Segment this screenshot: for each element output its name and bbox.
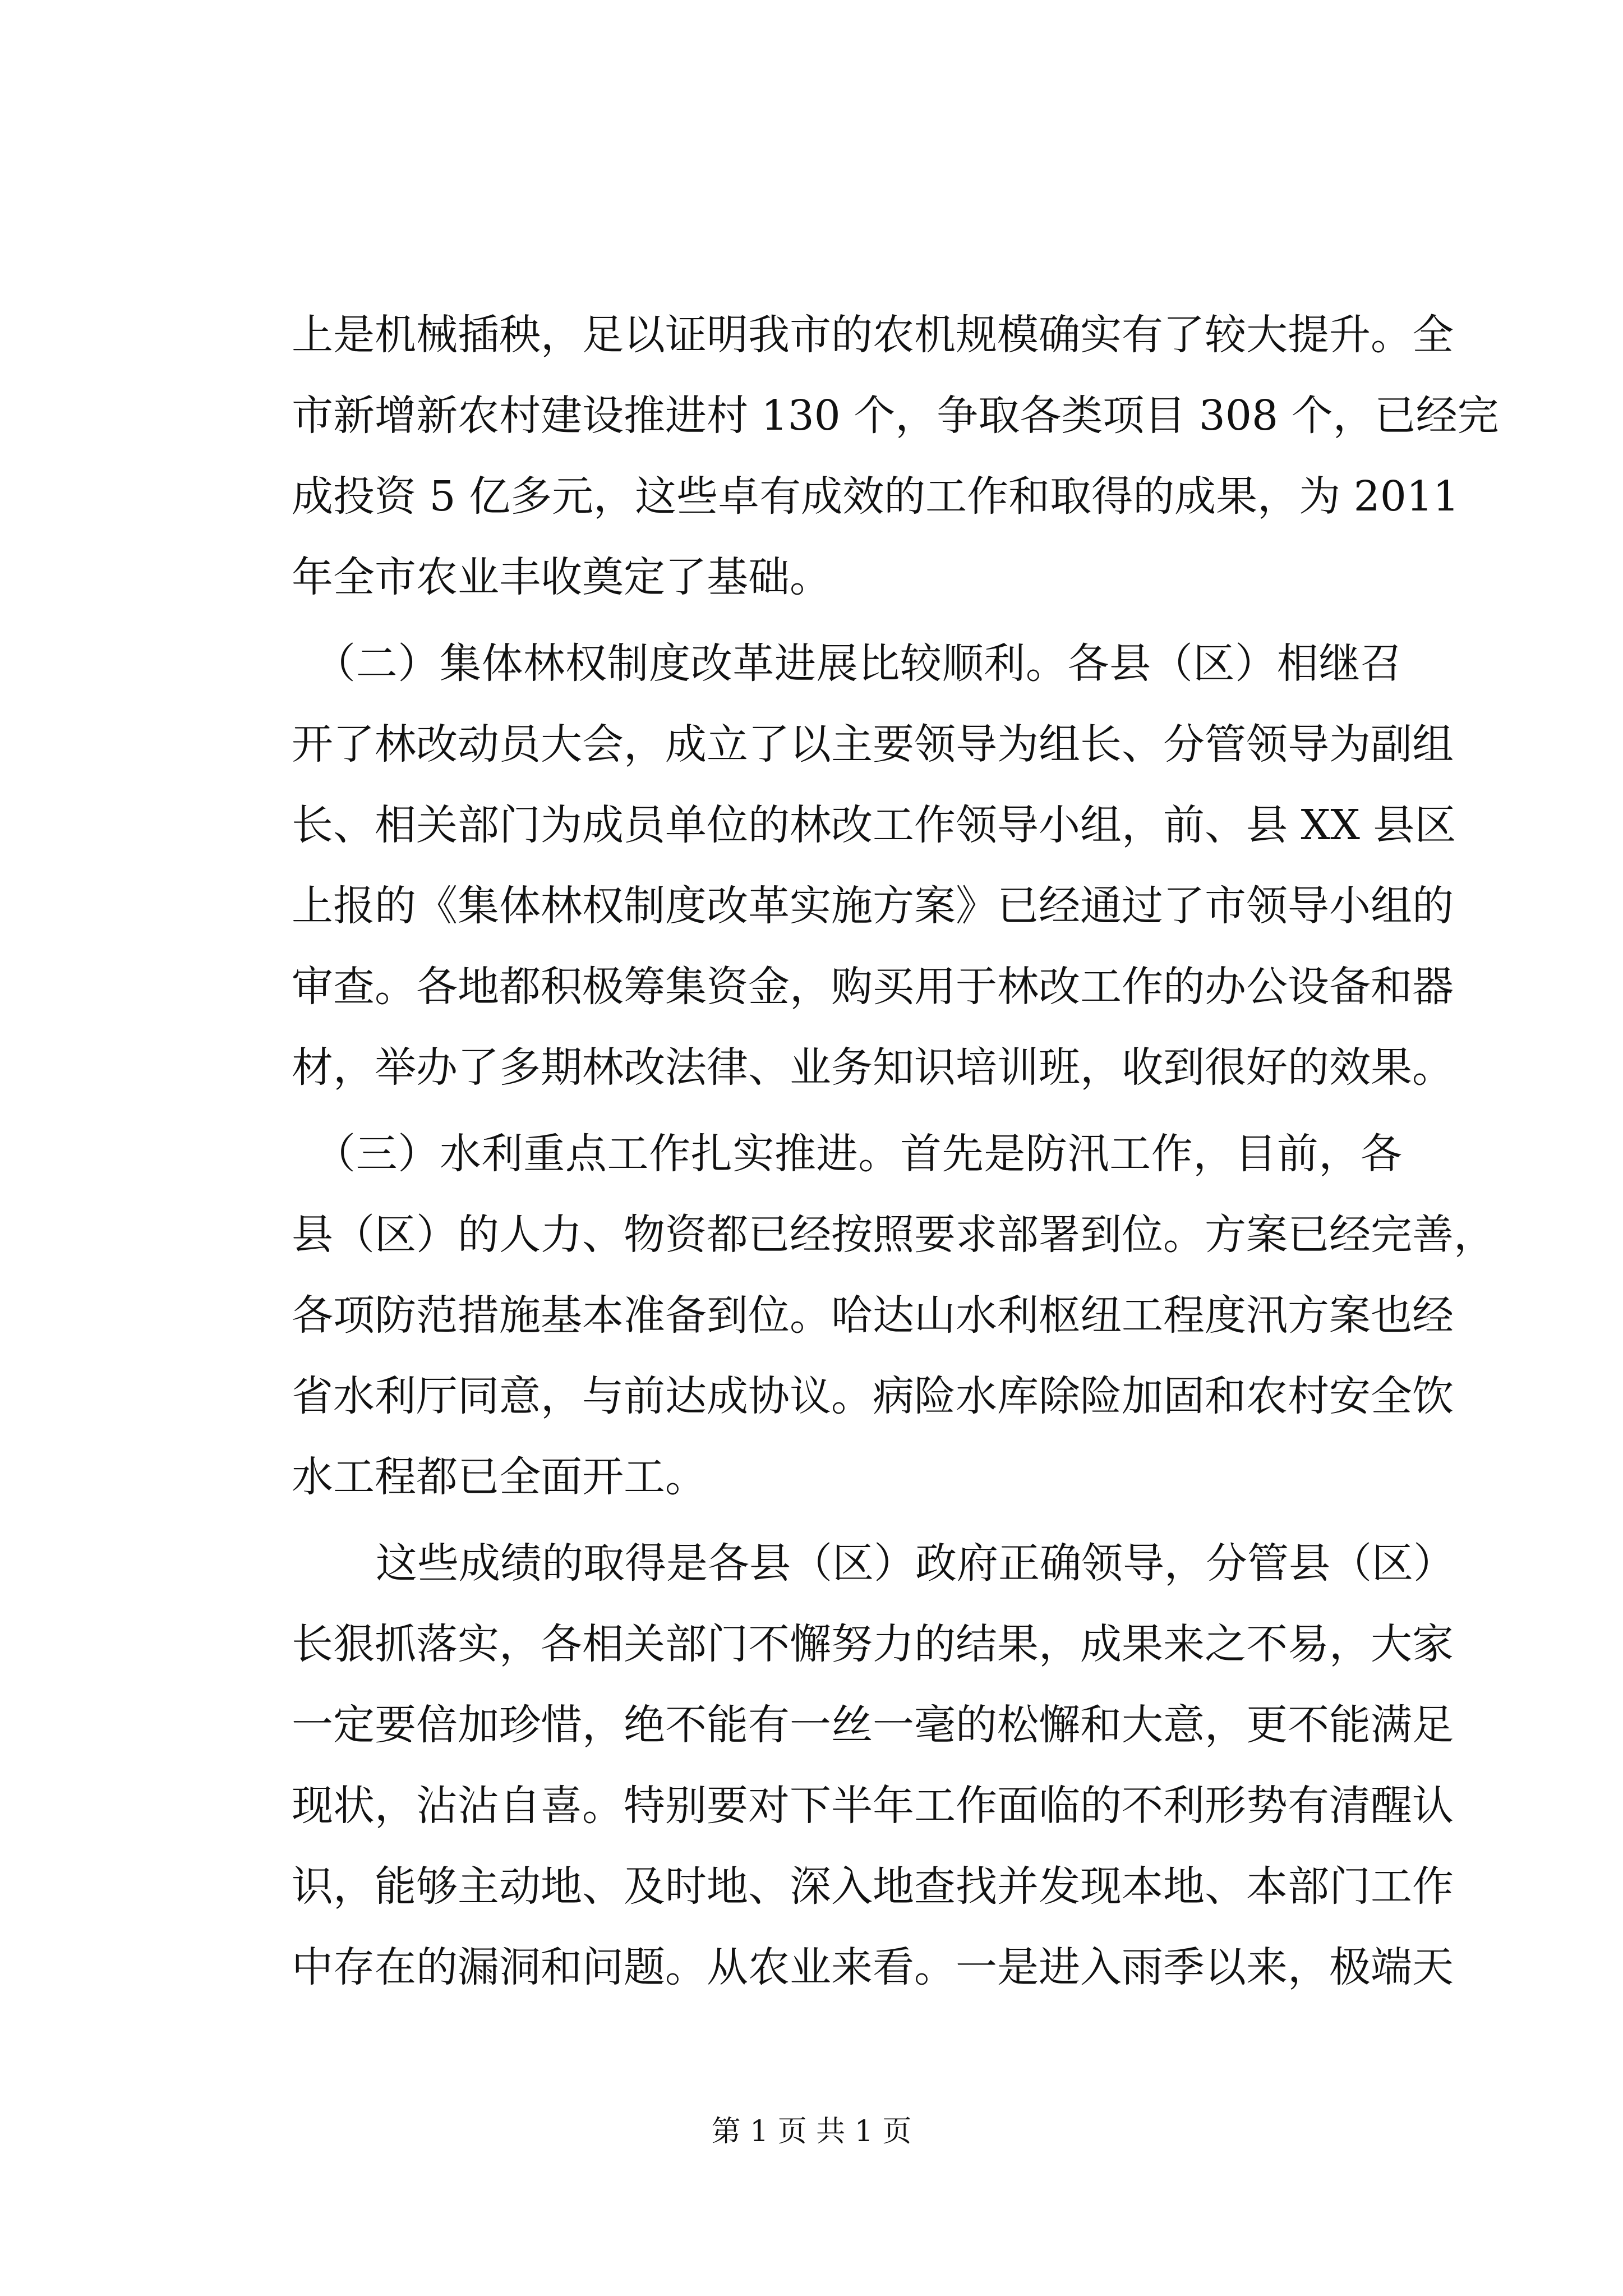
page-number: 第 1 页 共 1 页 [711, 2115, 912, 2148]
text-line: 各项防范措施基本准备到位。哈达山水利枢纽工程度汛方案也经 [292, 1291, 1454, 1340]
text-line: 材，举办了多期林改法律、业务知识培训班，收到很好的效果。 [292, 1043, 1454, 1092]
page-footer [0, 2112, 1623, 2151]
text-line: 识，能够主动地、及时地、深入地查找并发现本地、本部门工作 [292, 1862, 1454, 1911]
text-line: 长、相关部门为成员单位的林改工作领导小组，前、县 XX 县区 [292, 801, 1456, 849]
text-line: （二）集体林权制度改革进展比较顺利。各县（区）相继召 [314, 639, 1402, 688]
paragraph [292, 295, 1499, 618]
text-line: 水工程都已全面开工。 [292, 1453, 707, 1501]
text-line: 一定要倍加珍惜，绝不能有一丝一毫的松懈和大意，更不能满足 [292, 1701, 1454, 1749]
text-line: 这些成绩的取得是各县（区）政府正确领导，分管县（区） [376, 1539, 1455, 1588]
paragraph [292, 1114, 1495, 1517]
text-line: 开了林改动员大会，成立了以主要领导为组长、分管领导为副组 [292, 720, 1454, 769]
text-line: 成投资 5 亿多元，这些卓有成效的工作和取得的成果，为 2011 [292, 472, 1459, 521]
text-line: （三）水利重点工作扎实推进。首先是防汛工作，目前，各 [314, 1130, 1402, 1178]
document-body [292, 295, 1499, 2008]
text-line: 审查。各地都积极筹集资金，购买用于林改工作的办公设备和器 [292, 963, 1454, 1011]
text-line: 中存在的漏洞和问题。从农业来看。一是进入雨季以来，极端天 [292, 1943, 1454, 1991]
text-line: 上报的《集体林权制度改革实施方案》已经通过了市领导小组的 [292, 882, 1454, 930]
text-line: 现状，沾沾自喜。特别要对下半年工作面临的不利形势有清醒认 [292, 1782, 1454, 1830]
text-line: 市新增新农村建设推进村 130 个，争取各类项目 308 个，已经完 [292, 392, 1499, 440]
paragraph [292, 1523, 1455, 2008]
text-line: 上是机械插秧，足以证明我市的农机规模确实有了较大提升。全 [292, 311, 1454, 359]
text-line: 县（区）的人力、物资都已经按照要求部署到位。方案已经完善， [292, 1211, 1495, 1259]
text-line: 年全市农业丰收奠定了基础。 [292, 553, 831, 601]
paragraph [292, 623, 1456, 1108]
text-line: 省水利厅同意，与前达成协议。病险水库除险加固和农村安全饮 [292, 1372, 1454, 1420]
text-line: 长狠抓落实，各相关部门不懈努力的结果，成果来之不易，大家 [292, 1620, 1454, 1668]
